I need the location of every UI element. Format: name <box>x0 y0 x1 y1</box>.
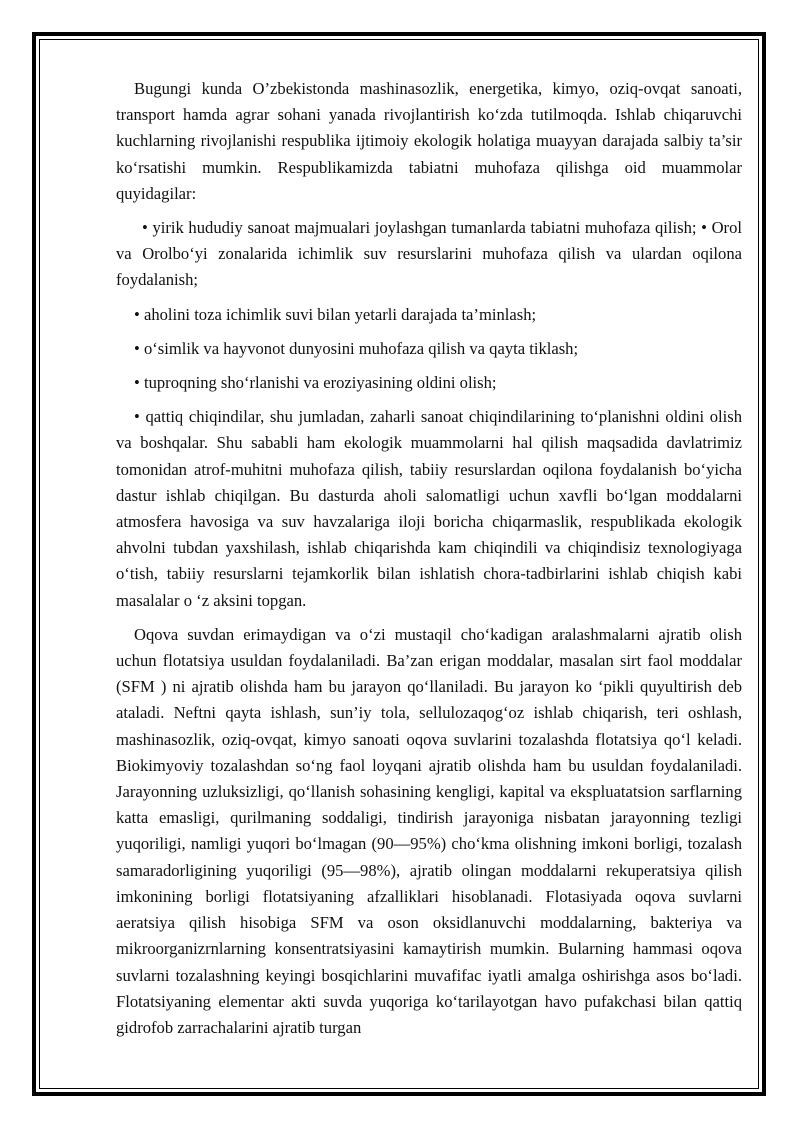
paragraph-flotation: Oqova suvdan erimaydigan va o‘zi mustaqil cho‘kadigan aralashmalarni ajratib olish uchun flotatsiya usuldan foydalaniladi. Ba’zan erigan moddalar, masalan sirt faol moddalar (SFM ) ni ajratib olishda ham bu jarayon qo‘llaniladi. Bu jarayon ko ‘pikli quyultirish deb ataladi. Neftni qayta ishlash, sun’iy tola, sellulozaqog‘oz ishlab chiqarish, teri oshlash, mashinasozlik, oziq-ovqat, kimyo sanoati oqova suvlarini tozalashda flotatsiya qo‘l keladi. Biokimyoviy tozalashdan so‘ng faol loyqani ajratib olishda ham bu usuldan foydalaniladi. Jarayonning uzluksizligi, qo‘llanish sohasining kengligi, kapital va ekspluatatsion sarflarning katta emasligi, qurilmaning soddaligi, tindirish jarayoniga nisbatan jarayonning tezligi yuqoriligi, namligi yuqori bo‘lmagan (90—95%) cho‘kma olishning imkoni borligi, tozalash samaradorligining yuqoriligi (95—98%), ajratib olingan moddalarni rekuperatsiya qilish imkonining borligi flotatsiyaning afzalliklari hisoblanadi. Flotasiyada oqova suvlarni aeratsiya qilish hisobiga SFM va oson oksidlanuvchi moddalarning, bakteriya va mikroorganizrnlarning konsentratsiyasini kamaytirish mumkin. Bularning hammasi oqova suvlarni tozalashning keyingi bosqichlarini muvafifac iyatli amalga oshirishga asos bo‘ladi. Flotatsiyaning elementar akti suvda yuqoriga ko‘tarilayotgan havo pufakchasi bilan qattiq gidrofob zarrachalarini ajratib turgan <box>116 624 742 1037</box>
paragraph-intro: Bugungi kunda O’zbekistonda mashinasozlik, energetika, kimyo, oziq-ovqat sanoati, transport hamda agrar sohani yanada rivojlantirish ko‘zda tutilmoqda. Ishlab chiqaruvchi kuchlarning rivojlanishi respublika ijtimoiy ekologik holatiga muayyan darajada salbiy ta’sir ko‘rsatishi mumkin. Respublikamizda tabiatni muhofaza qilishga oid muammolar quyidagilar: <box>116 79 742 203</box>
list-item-soil-erosion: • tuproqning sho‘rlanishi va eroziyasining oldini olish; <box>134 373 497 393</box>
list-item-flora-fauna: • o‘simlik va hayvonot dunyosini muhofaza qilish va qayta tiklash; <box>134 338 579 358</box>
list-item-industrial-regions: • yirik hududiy sanoat majmualari joylashgan tumanlarda tabiatni muhofaza qilish; • Orol va Orolbo‘yi zonalarida ichimlik suv resurslarini muhofaza qilish va ulardan oqilona foydalanish; <box>116 218 742 290</box>
list-item-drinking-water: • aholini toza ichimlik suvi bilan yetarli darajada ta’minlash; <box>134 304 537 324</box>
list-item-solid-waste: • qattiq chiqindilar, shu jumladan, zaharli sanoat chiqindilarining to‘planishni oldini olish va boshqalar. Shu sababli ham ekologik muammolarni hal qilish maqsadida davlatrimiz tomonidan atrof-muhitni muhofaza qilish, tabiiy resurslardan oqilona foydalanish bo‘yicha dastur ishlab chiqilgan. Bu dasturda aholi salomatligi uchun xavfli bo‘lgan moddalarni atmosfera havosiga va suv havzalariga iloji boricha chiqarmaslik, respublikada ekologik ahvolni tubdan yaxshilash, ishlab chiqarishda kam chiqindili va chiqindisiz texnologiyaga o‘tish, tabiiy resurslarni tejamkorlik bilan ishlatish chora-tadbirlarini ishlab chiqish kabi masalalar o ‘z aksini topgan. <box>116 407 742 610</box>
document-body <box>116 76 742 1049</box>
